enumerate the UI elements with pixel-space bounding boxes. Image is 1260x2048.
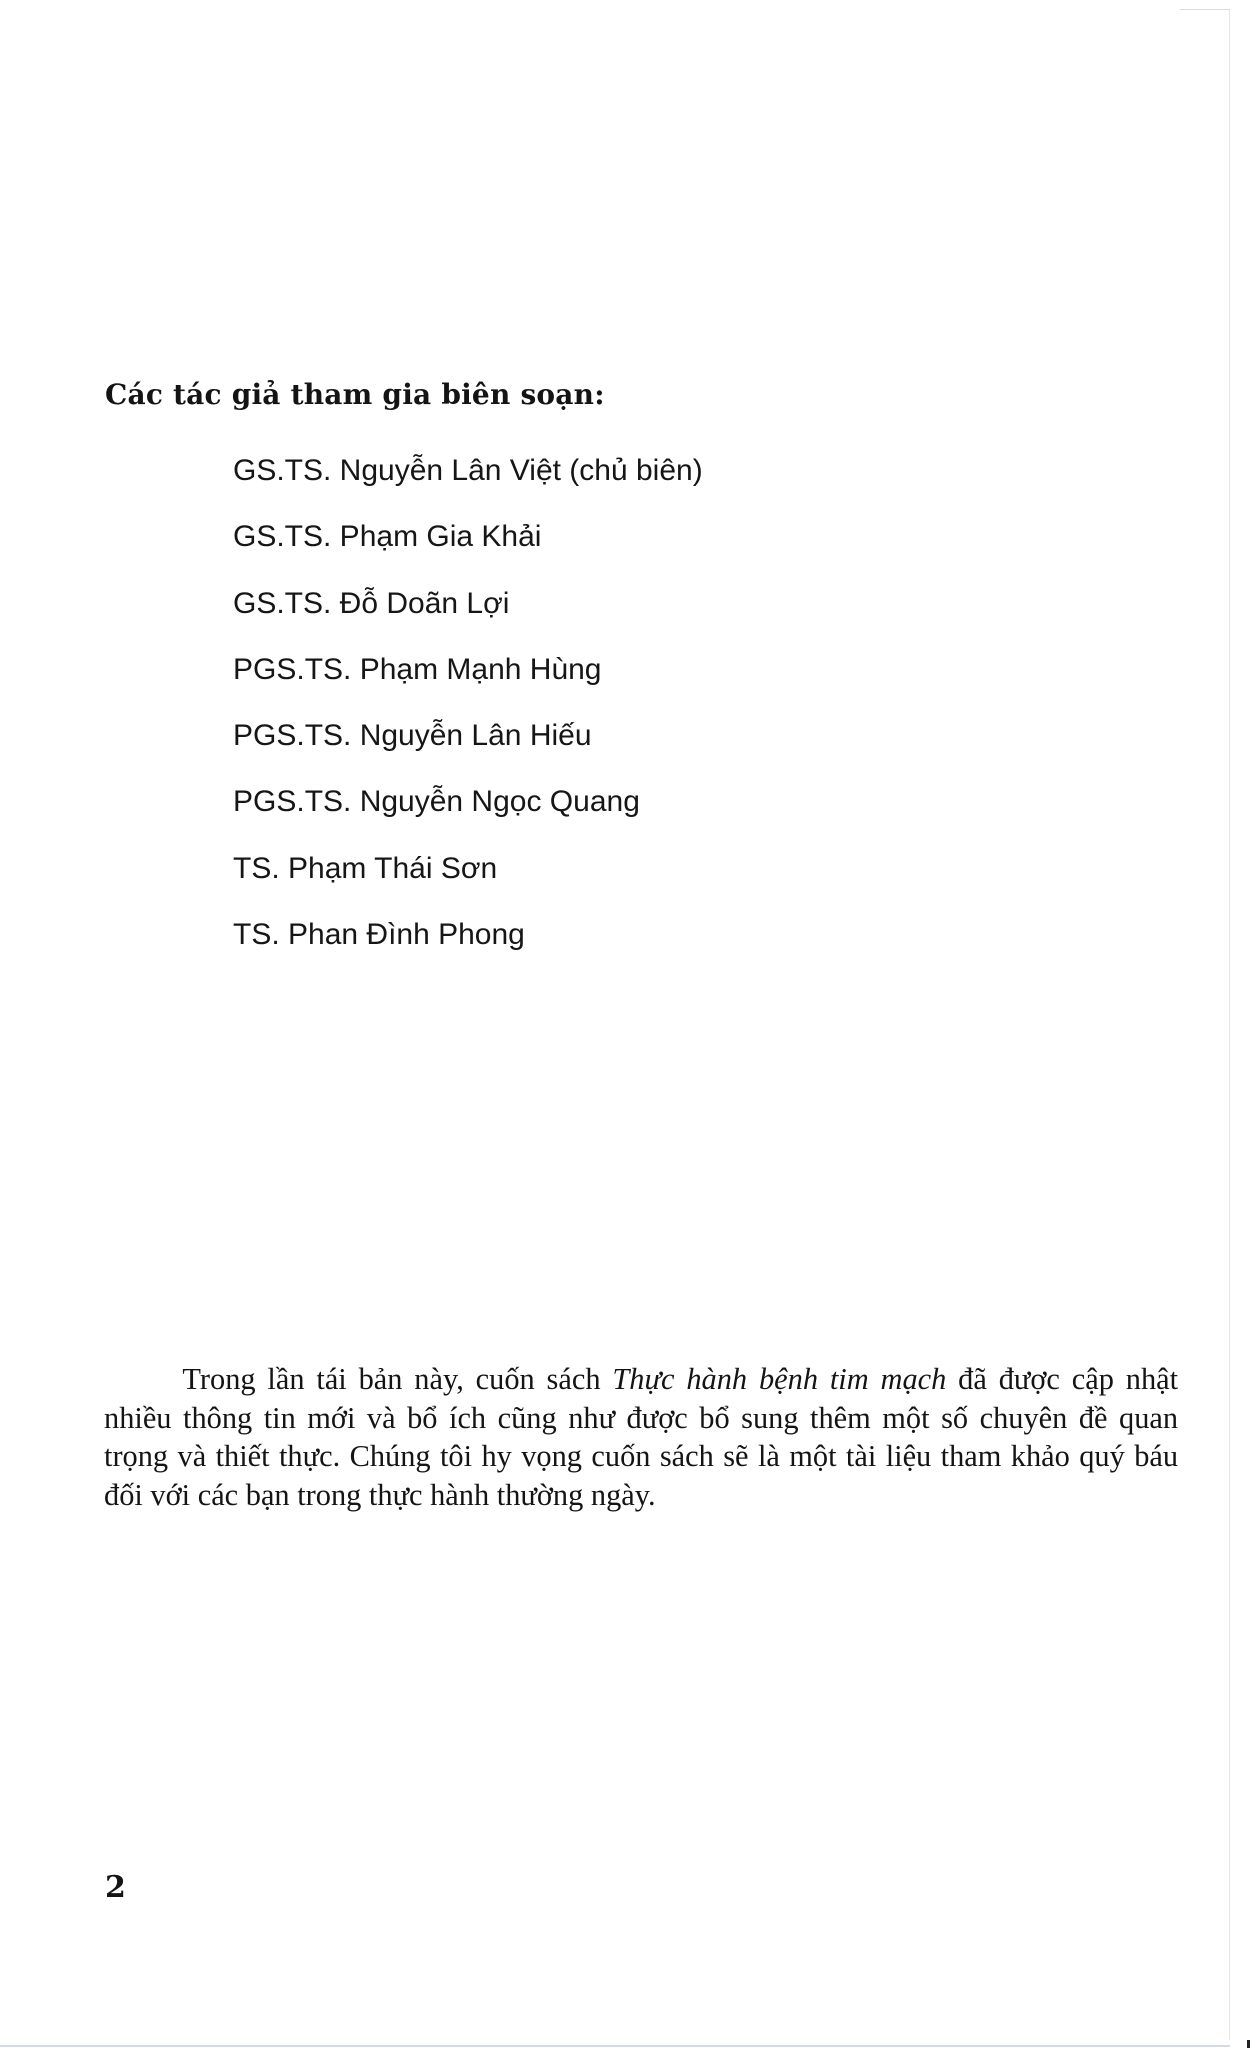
edition-note-paragraph <box>104 1360 1178 1514</box>
author-item: PGS.TS. Phạm Mạnh Hùng <box>233 652 602 686</box>
author-item: GS.TS. Phạm Gia Khải <box>233 520 542 554</box>
book-title: Thực hành bệnh tim mạch <box>612 1361 947 1396</box>
author-item: TS. Phan Đình Phong <box>233 918 525 952</box>
authors-heading: Các tác giả tham gia biên soạn: <box>105 378 605 411</box>
author-item: GS.TS. Đỗ Doãn Lợi <box>233 586 510 620</box>
page-edge-top <box>1180 9 1230 10</box>
author-item: PGS.TS. Nguyễn Lân Hiếu <box>233 719 592 753</box>
page-edge-right <box>1229 10 1230 2040</box>
paragraph-text-before-title: Trong lần tái bản này, cuốn sách <box>182 1361 613 1396</box>
paragraph-text-after-title: đã được cập nhật nhiều thông tin mới và bổ ích cũng như được bổ sung thêm một số chuyên đề quan trọng và thiết thực. Chúng tôi hy vọng cuốn sách sẽ là một tài liệu tham khảo quý báu đối với các bạn trong thực hành thường ngày. <box>104 1361 1179 1512</box>
scan-corner-mark <box>1247 2040 1250 2048</box>
author-item: GS.TS. Nguyễn Lân Việt (chủ biên) <box>233 454 703 487</box>
author-item: PGS.TS. Nguyễn Ngọc Quang <box>233 785 640 819</box>
authors-list <box>233 438 703 968</box>
page-number: 2 <box>105 1870 126 1905</box>
author-item: TS. Phạm Thái Sơn <box>233 851 498 885</box>
page-edge-bottom <box>0 2045 1230 2047</box>
